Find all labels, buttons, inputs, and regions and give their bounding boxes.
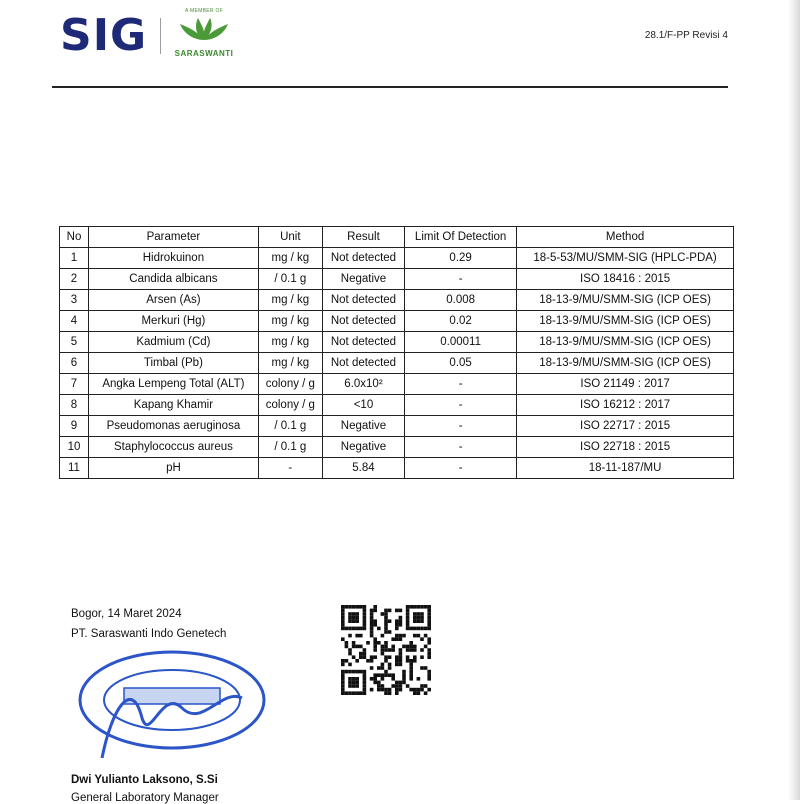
cell-unit: / 0.1 g bbox=[258, 269, 322, 290]
cell-lod: - bbox=[405, 269, 517, 290]
cell-lod: - bbox=[405, 458, 517, 479]
cell-lod: - bbox=[405, 374, 517, 395]
cell-lod: - bbox=[405, 437, 517, 458]
cell-no: 2 bbox=[60, 269, 89, 290]
cell-parameter: Kadmium (Cd) bbox=[89, 332, 259, 353]
cell-lod: 0.29 bbox=[405, 248, 517, 269]
saraswanti-name: SARASWANTI bbox=[174, 49, 234, 58]
cell-parameter: Merkuri (Hg) bbox=[89, 311, 259, 332]
cell-unit: mg / kg bbox=[258, 290, 322, 311]
document-reference: 28.1/F-PP Revisi 4 bbox=[644, 30, 728, 41]
cell-method: ISO 21149 : 2017 bbox=[517, 374, 734, 395]
leaf-icon bbox=[176, 14, 232, 42]
cell-result: 5.84 bbox=[322, 458, 404, 479]
cell-no: 5 bbox=[60, 332, 89, 353]
header-rule bbox=[52, 86, 728, 88]
cell-method: 18-13-9/MU/SMM-SIG (ICP OES) bbox=[517, 353, 734, 374]
cell-no: 10 bbox=[60, 437, 89, 458]
table-row bbox=[60, 290, 734, 311]
cell-result: Negative bbox=[322, 437, 404, 458]
cell-result: Not detected bbox=[322, 332, 404, 353]
cell-lod: - bbox=[405, 395, 517, 416]
cell-unit: colony / g bbox=[258, 395, 322, 416]
cell-no: 9 bbox=[60, 416, 89, 437]
cell-no: 1 bbox=[60, 248, 89, 269]
cell-method: 18-5-53/MU/SMM-SIG (HPLC-PDA) bbox=[517, 248, 734, 269]
cell-no: 4 bbox=[60, 311, 89, 332]
cell-method: 18-13-9/MU/SMM-SIG (ICP OES) bbox=[517, 332, 734, 353]
cell-unit: mg / kg bbox=[258, 353, 322, 374]
cell-method: ISO 22717 : 2015 bbox=[517, 416, 734, 437]
cell-result: <10 bbox=[322, 395, 404, 416]
cell-parameter: Timbal (Pb) bbox=[89, 353, 259, 374]
cell-result: Negative bbox=[322, 416, 404, 437]
results-table bbox=[59, 226, 734, 479]
cell-result: Not detected bbox=[322, 290, 404, 311]
sig-logo bbox=[60, 12, 147, 60]
cell-parameter: Hidrokuinon bbox=[89, 248, 259, 269]
cell-no: 11 bbox=[60, 458, 89, 479]
cell-method: ISO 16212 : 2017 bbox=[517, 395, 734, 416]
cell-unit: mg / kg bbox=[258, 332, 322, 353]
table-row bbox=[60, 248, 734, 269]
cell-method: 18-13-9/MU/SMM-SIG (ICP OES) bbox=[517, 311, 734, 332]
qr-code bbox=[341, 605, 431, 695]
signer-name: Dwi Yulianto Laksono, S.Si bbox=[71, 774, 218, 786]
cell-method: 18-11-187/MU bbox=[517, 458, 734, 479]
cell-no: 8 bbox=[60, 395, 89, 416]
cell-result: Negative bbox=[322, 269, 404, 290]
saraswanti-tagline: A MEMBER OF bbox=[184, 8, 224, 14]
cell-no: 6 bbox=[60, 353, 89, 374]
cell-parameter: Kapang Khamir bbox=[89, 395, 259, 416]
table-row bbox=[60, 374, 734, 395]
logo-divider bbox=[160, 18, 161, 54]
cell-unit: mg / kg bbox=[258, 311, 322, 332]
cell-lod: 0.008 bbox=[405, 290, 517, 311]
column-header: Unit bbox=[258, 227, 322, 248]
cell-no: 7 bbox=[60, 374, 89, 395]
cell-method: ISO 22718 : 2015 bbox=[517, 437, 734, 458]
table-row bbox=[60, 416, 734, 437]
cell-parameter: Pseudomonas aeruginosa bbox=[89, 416, 259, 437]
cell-method: 18-13-9/MU/SMM-SIG (ICP OES) bbox=[517, 290, 734, 311]
table-row bbox=[60, 395, 734, 416]
cell-parameter: Arsen (As) bbox=[89, 290, 259, 311]
page-edge-shadow bbox=[788, 0, 800, 800]
cell-unit: colony / g bbox=[258, 374, 322, 395]
column-header: Result bbox=[322, 227, 404, 248]
table-row bbox=[60, 353, 734, 374]
cell-unit: / 0.1 g bbox=[258, 416, 322, 437]
signer-title: General Laboratory Manager bbox=[71, 792, 219, 804]
table-row bbox=[60, 269, 734, 290]
sig-logo-text: SIG bbox=[60, 10, 148, 61]
cell-parameter: Candida albicans bbox=[89, 269, 259, 290]
cell-result: Not detected bbox=[322, 248, 404, 269]
cell-result: 6.0x10² bbox=[322, 374, 404, 395]
company-name: PT. Saraswanti Indo Genetech bbox=[71, 628, 227, 640]
table-header-row bbox=[60, 227, 734, 248]
cell-lod: 0.00011 bbox=[405, 332, 517, 353]
saraswanti-logo bbox=[172, 8, 236, 58]
table-body bbox=[60, 248, 734, 479]
table-row bbox=[60, 332, 734, 353]
cell-lod: 0.05 bbox=[405, 353, 517, 374]
column-header: Parameter bbox=[89, 227, 259, 248]
cell-result: Not detected bbox=[322, 311, 404, 332]
column-header: Method bbox=[517, 227, 734, 248]
cell-lod: 0.02 bbox=[405, 311, 517, 332]
cell-parameter: Staphylococcus aureus bbox=[89, 437, 259, 458]
cell-unit: - bbox=[258, 458, 322, 479]
cell-method: ISO 18416 : 2015 bbox=[517, 269, 734, 290]
cell-parameter: Angka Lempeng Total (ALT) bbox=[89, 374, 259, 395]
table-row bbox=[60, 311, 734, 332]
column-header: No bbox=[60, 227, 89, 248]
column-header: Limit Of Detection bbox=[405, 227, 517, 248]
cell-unit: / 0.1 g bbox=[258, 437, 322, 458]
cell-unit: mg / kg bbox=[258, 248, 322, 269]
company-stamp bbox=[72, 648, 272, 768]
cell-parameter: pH bbox=[89, 458, 259, 479]
cell-no: 3 bbox=[60, 290, 89, 311]
cell-result: Not detected bbox=[322, 353, 404, 374]
cell-lod: - bbox=[405, 416, 517, 437]
table-row bbox=[60, 458, 734, 479]
place-date: Bogor, 14 Maret 2024 bbox=[71, 608, 182, 620]
table-row bbox=[60, 437, 734, 458]
